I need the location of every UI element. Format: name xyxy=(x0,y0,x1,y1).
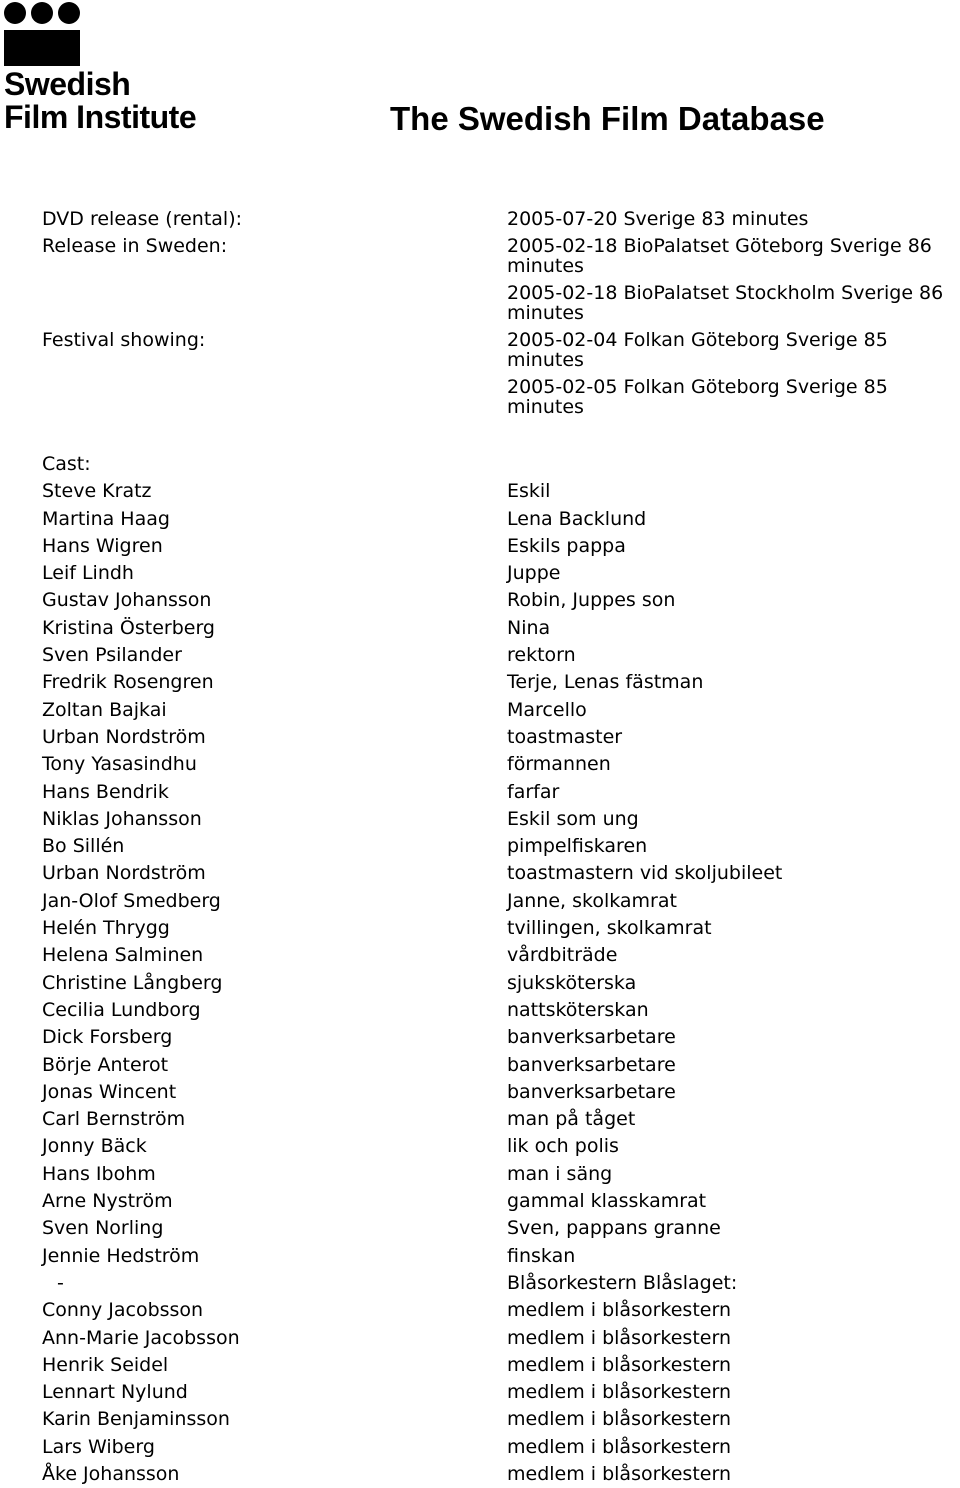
logo-dot-2 xyxy=(31,2,53,24)
cast-role: man på tåget xyxy=(507,1108,636,1131)
cast-actor: Lennart Nylund xyxy=(42,1381,188,1404)
cast-role: man i säng xyxy=(507,1162,613,1185)
cast-role: medlem i blåsorkestern xyxy=(507,1408,731,1431)
cast-row xyxy=(42,779,942,806)
cast-role: farfar xyxy=(507,780,560,803)
cast-row xyxy=(42,1161,942,1188)
cast-role: Juppe xyxy=(507,562,561,585)
cast-row xyxy=(42,997,942,1024)
cast-role: pimpelfiskaren xyxy=(507,835,648,858)
cast-role: medlem i blåsorkestern xyxy=(507,1435,731,1458)
cast-row xyxy=(42,751,942,778)
cast-row xyxy=(42,1133,942,1160)
cast-row xyxy=(42,642,942,669)
cast-row xyxy=(42,1434,942,1461)
cast-role: Sven, pappans granne xyxy=(507,1217,721,1240)
cast-actor: Christine Långberg xyxy=(42,971,223,994)
cast-role: toastmaster xyxy=(507,725,623,748)
cast-role: finskan xyxy=(507,1244,576,1267)
cast-row xyxy=(42,506,942,533)
cast-row xyxy=(42,833,942,860)
cast-actor: Sven Norling xyxy=(42,1217,164,1240)
cast-actor: Carl Bernström xyxy=(42,1108,186,1131)
cast-section xyxy=(42,451,942,1488)
logo-text-line2: Film Institute xyxy=(4,99,197,135)
cast-role: Eskil xyxy=(507,480,551,503)
release-value: 2005-02-18 BioPalatset Stockholm Sverige 86 minutes xyxy=(507,282,944,324)
cast-actor: Helén Thrygg xyxy=(42,917,170,940)
cast-role: rektorn xyxy=(507,644,576,667)
cast-row xyxy=(42,478,942,505)
cast-heading: Cast: xyxy=(42,453,91,475)
cast-role: vårdbiträde xyxy=(507,944,618,967)
cast-row xyxy=(42,697,942,724)
cast-row xyxy=(42,1188,942,1215)
cast-role: Nina xyxy=(507,616,551,639)
release-value: 2005-02-04 Folkan Göteborg Sverige 85 minutes xyxy=(507,329,888,371)
cast-row xyxy=(42,1270,942,1297)
cast-row xyxy=(42,1106,942,1133)
cast-row xyxy=(42,1379,942,1406)
cast-row xyxy=(42,1215,942,1242)
cast-row xyxy=(42,1297,942,1324)
cast-list xyxy=(42,478,942,1488)
cast-actor: Åke Johansson xyxy=(42,1462,180,1485)
logo-dot-1 xyxy=(4,2,26,24)
cast-role: förmannen xyxy=(507,753,611,776)
cast-actor: Dick Forsberg xyxy=(42,1026,173,1049)
cast-role: Janne, skolkamrat xyxy=(507,889,677,912)
cast-actor: Henrik Seidel xyxy=(42,1353,169,1376)
cast-actor: Conny Jacobsson xyxy=(42,1299,204,1322)
cast-row xyxy=(42,587,942,614)
cast-actor: - xyxy=(57,1271,64,1294)
cast-row xyxy=(42,724,942,751)
cast-role: banverksarbetare xyxy=(507,1080,676,1103)
cast-actor: Jennie Hedström xyxy=(42,1244,200,1267)
release-sweden xyxy=(42,236,960,323)
cast-actor: Ann-Marie Jacobsson xyxy=(42,1326,240,1349)
cast-role: Blåsorkestern Blåslaget: xyxy=(507,1271,738,1294)
logo-dot-3 xyxy=(58,2,80,24)
cast-role: medlem i blåsorkestern xyxy=(507,1381,731,1404)
cast-role: Lena Backlund xyxy=(507,507,647,530)
cast-row xyxy=(42,970,942,997)
swedish-film-institute-logo xyxy=(2,2,207,135)
release-value: 2005-02-18 BioPalatset Göteborg Sverige 86 minutes xyxy=(507,235,932,277)
cast-actor: Jan-Olof Smedberg xyxy=(42,889,221,912)
cast-role: banverksarbetare xyxy=(507,1026,676,1049)
release-value: 2005-02-05 Folkan Göteborg Sverige 85 minutes xyxy=(507,376,888,418)
cast-row xyxy=(42,1052,942,1079)
cast-row xyxy=(42,1243,942,1270)
cast-actor: Hans Ibohm xyxy=(42,1162,156,1185)
cast-actor: Arne Nyström xyxy=(42,1190,173,1213)
cast-row xyxy=(42,669,942,696)
cast-row xyxy=(42,1461,942,1488)
cast-actor: Karin Benjaminsson xyxy=(42,1408,230,1431)
cast-actor: Jonas Wincent xyxy=(42,1080,177,1103)
cast-row xyxy=(42,806,942,833)
cast-row xyxy=(42,1079,942,1106)
page-title: The Swedish Film Database xyxy=(390,100,825,137)
cast-row xyxy=(42,1024,942,1051)
cast-row xyxy=(42,615,942,642)
cast-row xyxy=(42,1352,942,1379)
cast-actor: Lars Wiberg xyxy=(42,1435,155,1458)
cast-row xyxy=(42,560,942,587)
cast-row xyxy=(42,533,942,560)
cast-row xyxy=(42,915,942,942)
logo-block xyxy=(4,30,80,66)
release-label: DVD release (rental): xyxy=(42,208,243,230)
cast-actor: Urban Nordström xyxy=(42,725,206,748)
cast-actor: Jonny Bäck xyxy=(42,1135,147,1158)
cast-role: Robin, Juppes son xyxy=(507,589,676,612)
cast-row xyxy=(42,1406,942,1433)
cast-actor: Tony Yasasindhu xyxy=(42,753,197,776)
cast-role: sjuksköterska xyxy=(507,971,637,994)
release-label: Release in Sweden: xyxy=(42,235,228,257)
cast-actor: Steve Kratz xyxy=(42,480,152,503)
cast-actor: Bo Sillén xyxy=(42,835,125,858)
cast-role: medlem i blåsorkestern xyxy=(507,1299,731,1322)
cast-actor: Börje Anterot xyxy=(42,1053,169,1076)
release-dvd xyxy=(42,209,960,229)
cast-actor: Kristina Österberg xyxy=(42,616,215,639)
cast-row xyxy=(42,1325,942,1352)
cast-role: banverksarbetare xyxy=(507,1053,676,1076)
cast-role: Eskils pappa xyxy=(507,534,626,557)
cast-role: gammal klasskamrat xyxy=(507,1190,707,1213)
cast-actor: Hans Bendrik xyxy=(42,780,169,803)
release-value: 2005-07-20 Sverige 83 minutes xyxy=(507,208,809,230)
cast-role: Marcello xyxy=(507,698,587,721)
cast-actor: Hans Wigren xyxy=(42,534,163,557)
release-festival xyxy=(42,330,960,417)
cast-actor: Cecilia Lundborg xyxy=(42,998,201,1021)
cast-actor: Niklas Johansson xyxy=(42,807,202,830)
cast-actor: Sven Psilander xyxy=(42,644,182,667)
cast-role: lik och polis xyxy=(507,1135,619,1158)
cast-role: Terje, Lenas fästman xyxy=(507,671,704,694)
cast-role: Eskil som ung xyxy=(507,807,639,830)
logo-text-line1: Swedish xyxy=(4,66,131,102)
cast-row xyxy=(42,888,942,915)
cast-row xyxy=(42,860,942,887)
cast-actor: Urban Nordström xyxy=(42,862,206,885)
cast-role: tvillingen, skolkamrat xyxy=(507,917,712,940)
cast-actor: Helena Salminen xyxy=(42,944,204,967)
cast-role: nattsköterskan xyxy=(507,998,649,1021)
cast-role: medlem i blåsorkestern xyxy=(507,1462,731,1485)
cast-row xyxy=(42,942,942,969)
cast-role: medlem i blåsorkestern xyxy=(507,1326,731,1349)
release-label: Festival showing: xyxy=(42,329,206,351)
cast-role: medlem i blåsorkestern xyxy=(507,1353,731,1376)
cast-actor: Zoltan Bajkai xyxy=(42,698,167,721)
release-info xyxy=(42,209,960,424)
cast-role: toastmastern vid skoljubileet xyxy=(507,862,783,885)
cast-actor: Leif Lindh xyxy=(42,562,134,585)
cast-actor: Fredrik Rosengren xyxy=(42,671,214,694)
cast-actor: Martina Haag xyxy=(42,507,170,530)
cast-actor: Gustav Johansson xyxy=(42,589,212,612)
